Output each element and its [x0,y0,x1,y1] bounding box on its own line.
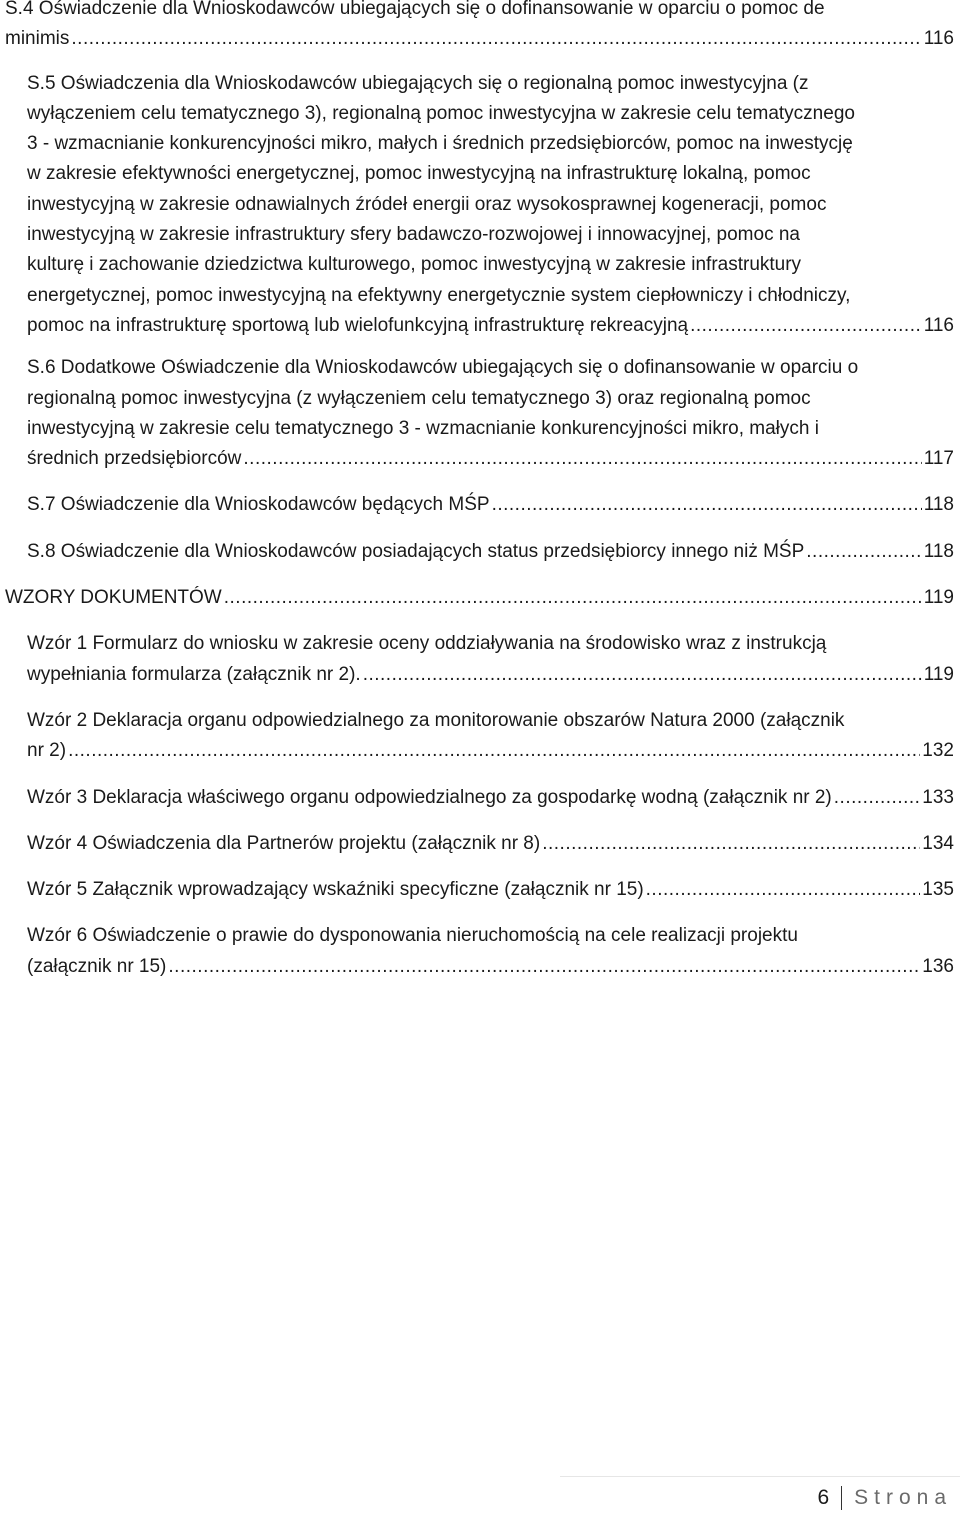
toc-entry-last-line [27,660,954,690]
page-number: 6 [817,1486,830,1509]
toc-page-number: 135 [922,879,954,901]
toc-dot-leader [492,490,922,520]
footer-divider [560,1476,960,1477]
toc-entry-wzor-2[interactable] [0,706,960,767]
toc-dot-leader [806,537,921,567]
toc-entry-last-line [27,537,954,567]
toc-entry-s6[interactable] [0,353,960,474]
toc-page-number: 136 [922,955,954,977]
toc-entry-line: inwestycyjną w zakresie infrastruktury sfery badawczo-rozwojowej i innowacyjnej, pomoc na [27,224,800,246]
toc-entry-wzor-4[interactable] [0,829,960,859]
toc-dot-leader [71,24,921,54]
toc-entry-last-line [27,829,954,859]
toc-entry-title-end: średnich przedsiębiorców [27,448,242,470]
toc-entry-last-line [5,583,954,613]
toc-entry-line: wyłączeniem celu tematycznego 3), regionalną pomoc inwestycyjna w zakresie celu tematycznego [27,102,855,124]
toc-entry-title-end: S.8 Oświadczenie dla Wnioskodawców posiadających status przedsiębiorcy innego niż MŚP [27,540,805,562]
toc-page-number: 132 [922,740,954,762]
toc-entry-title-end: Wzór 4 Oświadczenia dla Partnerów projektu (załącznik nr 8) [27,832,541,854]
toc-entry-last-line [27,444,954,474]
toc-entry-wzor-3[interactable] [0,783,960,813]
toc-entry-last-line [27,783,954,813]
toc-entry-line: kulturę i zachowanie dziedzictwa kulturowego, pomoc inwestycyjną w zakresie infrastruktury [27,254,802,276]
toc-dot-leader [168,952,920,982]
toc-page-number: 117 [923,448,954,470]
page-label: Strona [854,1486,952,1509]
toc-entry-last-line [27,490,954,520]
toc-entry-title-end: wypełniania formularza (załącznik nr 2). [27,663,361,685]
toc-entry-last-line [27,952,954,982]
toc-page-number: 116 [923,28,954,50]
toc-dot-leader [363,660,922,690]
toc-entry-s7[interactable] [0,490,960,520]
toc-entry-last-line [5,24,954,54]
toc-entry-wzor-5[interactable] [0,875,960,905]
toc-page-number: 134 [922,832,954,854]
toc-entry-line: S.6 Dodatkowe Oświadczenie dla Wnioskodawców ubiegających się o dofinansowanie w oparciu o [27,357,859,379]
footer-separator [841,1486,842,1510]
toc-page-number: 119 [923,663,954,685]
toc-entry-title-end: Wzór 5 Załącznik wprowadzający wskaźniki specyficzne (załącznik nr 15) [27,879,644,901]
toc-entry-last-line [27,311,954,341]
toc-dot-leader [646,875,921,905]
toc-entry-line: regionalną pomoc inwestycyjna (z wyłączeniem celu tematycznego 3) oraz regionalną pomoc [27,387,811,409]
toc-entry-title-end: nr 2) [27,740,67,762]
toc-entry-line: w zakresie efektywności energetycznej, pomoc inwestycyjną na infrastrukturę lokalną, pomoc [27,163,811,185]
toc-dot-leader [224,583,922,613]
toc-entry-title-end: S.7 Oświadczenie dla Wnioskodawców będących MŚP [27,494,490,516]
toc-entry-title-end: pomoc na infrastrukturę sportową lub wielofunkcyjną infrastrukturę rekreacyjną [27,314,689,336]
toc-page-number: 119 [923,587,954,609]
toc-entry-title-end: WZORY DOKUMENTÓW [5,587,222,609]
toc-dot-leader [834,783,921,813]
toc-entry-title-end: minimis [5,28,70,50]
toc-entry-s8[interactable] [0,537,960,567]
toc-entry-title-end: Wzór 3 Deklaracja właściwego organu odpowiedzialnego za gospodarkę wodną (załącznik nr 2) [27,786,832,808]
toc-dot-leader [243,444,921,474]
toc-page-number: 133 [922,786,954,808]
page-footer [817,1486,952,1510]
toc-entry-wzor-1[interactable] [0,629,960,690]
toc-entry-line: S.4 Oświadczenie dla Wnioskodawców ubiegających się o dofinansowanie w oparciu o pomoc de [5,0,825,19]
toc-entry-line: inwestycyjną w zakresie odnawialnych źródeł energii oraz wysokosprawnej kogeneracji, pomoc [27,193,827,215]
toc-entry-line: Wzór 1 Formularz do wniosku w zakresie oceny oddziaływania na środowisko wraz z instrukcją [27,633,827,655]
toc-entry-last-line [27,875,954,905]
toc-entry-line: Wzór 6 Oświadczenie o prawie do dysponowania nieruchomością na cele realizacji projektu [27,925,798,947]
toc-dot-leader [542,829,920,859]
toc-page-number: 118 [923,540,954,562]
toc-entry-line: 3 - wzmacnianie konkurencyjności mikro, małych i średnich przedsiębiorców, pomoc na inwestycję [27,133,853,155]
toc-entry-wzory-dokumentow[interactable] [0,583,960,613]
toc-page-number: 118 [923,494,954,516]
toc-entry-wzor-6[interactable] [0,921,960,982]
toc-entry-s5[interactable] [0,69,960,342]
toc-entry-line: S.5 Oświadczenia dla Wnioskodawców ubiegających się o regionalną pomoc inwestycyjna (z [27,72,809,94]
toc-entry-line: inwestycyjną w zakresie celu tematycznego 3 - wzmacnianie konkurencyjności mikro, małych i [27,417,819,439]
toc-dot-leader [68,736,920,766]
toc-entry-line: energetycznej, pomoc inwestycyjną na efektywny energetycznie system ciepłowniczy i chłodniczy, [27,284,851,306]
toc-entry-s4[interactable] [0,0,960,55]
toc-dot-leader [690,311,922,341]
toc-entry-title-end: (załącznik nr 15) [27,955,167,977]
toc-entry-line: Wzór 2 Deklaracja organu odpowiedzialnego za monitorowanie obszarów Natura 2000 (załącznik [27,709,845,731]
toc-page-number: 116 [923,314,954,336]
toc-entry-last-line [27,736,954,766]
